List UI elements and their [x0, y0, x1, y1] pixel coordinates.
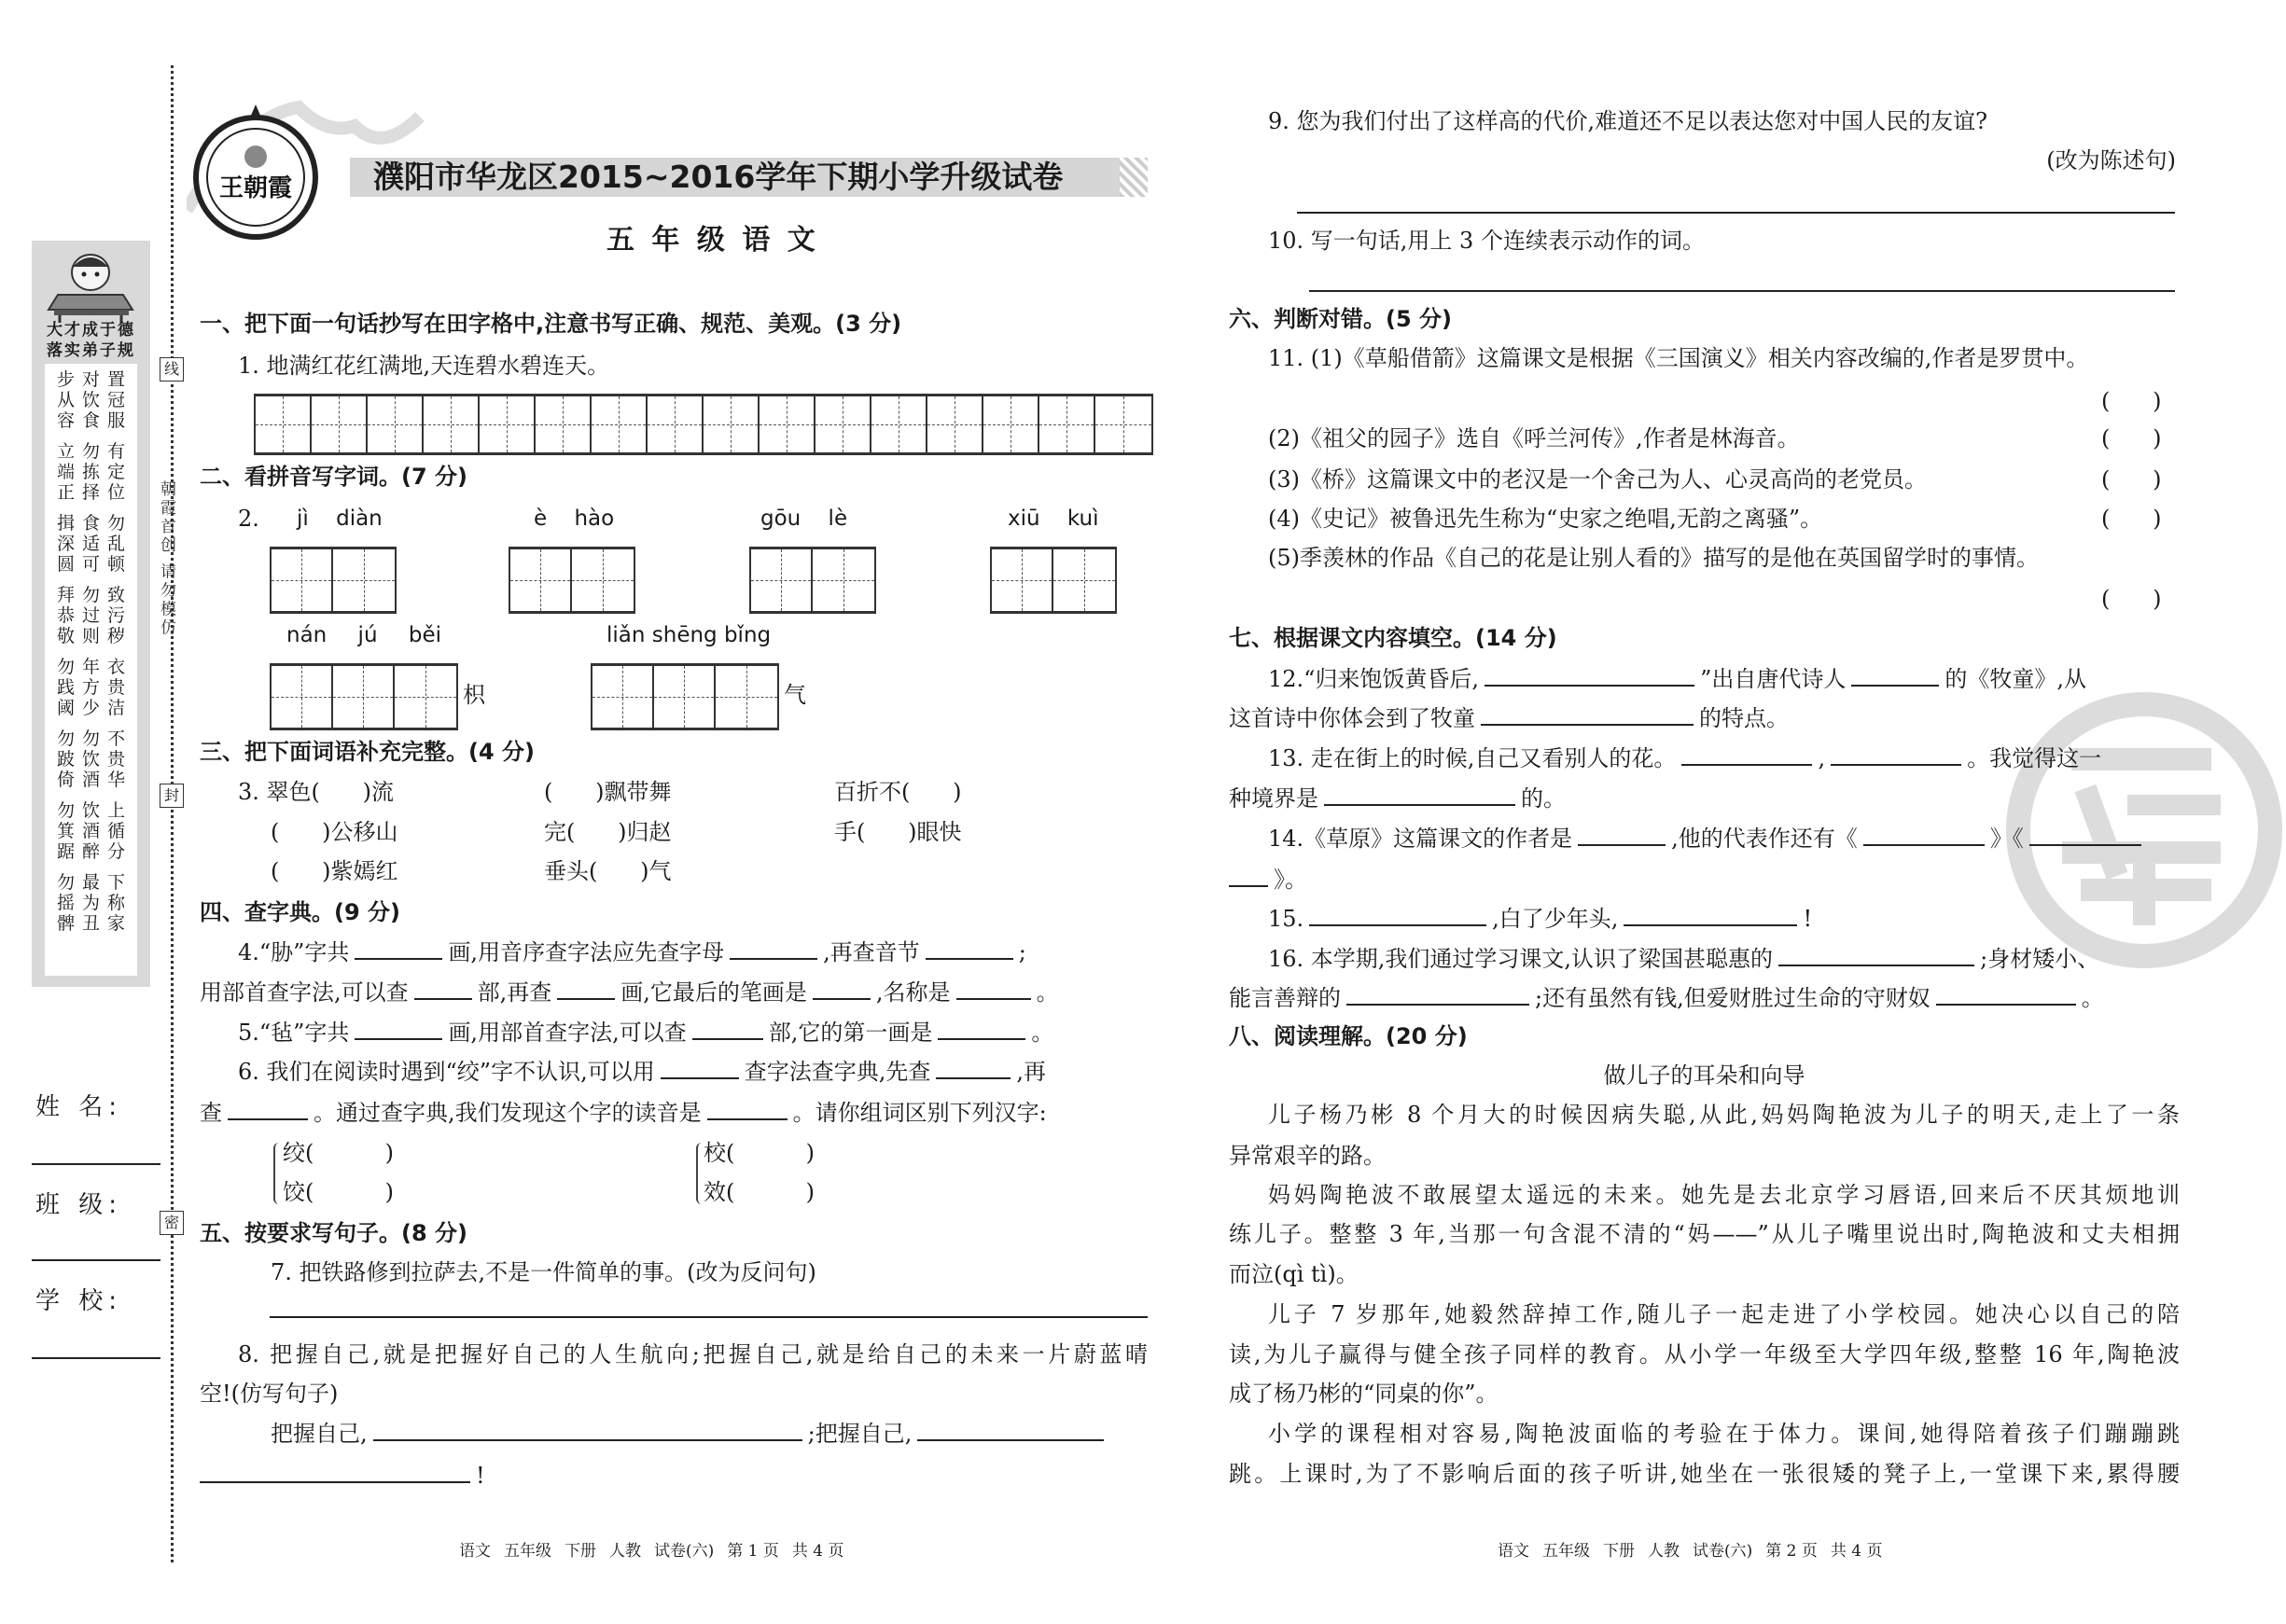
publisher-logo — [190, 103, 321, 243]
verse-row: 步对置 — [56, 369, 132, 390]
verse-row: 圆可顿 — [56, 554, 132, 575]
answer-blank[interactable] — [1346, 983, 1529, 1006]
answer-blank[interactable] — [1851, 664, 1939, 687]
judgement-answer[interactable]: ( ) — [2101, 388, 2162, 414]
q6-text: ,再 — [1016, 1059, 1046, 1085]
verse-row: 阈少洁 — [56, 698, 132, 718]
tian-cell[interactable] — [480, 396, 536, 452]
name-label: 姓 名: — [35, 1093, 123, 1121]
answer-grid-4[interactable] — [990, 547, 1117, 614]
q6-text: 。通过查字典,我们发现这个字的读音是 — [314, 1100, 702, 1126]
passage-line: 妈妈陶艳波不敢展望太遥远的未来。她先是去北京学习唇语,回来后不厌其烦地训 — [1268, 1182, 2180, 1208]
question-8-line-2: 空!(仿写句子) — [200, 1381, 339, 1407]
verse-row: 正择位 — [56, 482, 132, 503]
answer-blank[interactable] — [228, 1098, 308, 1120]
answer-blank[interactable] — [1681, 743, 1812, 766]
tian-cell[interactable] — [813, 549, 874, 611]
q4-text: 。 — [1036, 979, 1059, 1006]
q15-text: ,白了少年头, — [1492, 906, 1619, 932]
exam-subtitle: 五 年 级 语 文 — [606, 224, 819, 257]
tian-cell[interactable] — [927, 396, 983, 452]
passage-line: 成了杨乃彬的“同桌的你”。 — [1229, 1381, 1498, 1407]
q5-text: 画,用部首查字法,可以查 — [448, 1020, 687, 1046]
seal-line-mark: 线 — [160, 357, 184, 382]
footer-page-total: 共 4 页 — [791, 1542, 844, 1561]
question-9: 9. 您为我们付出了这样高的代价,难道还不足以表达您对中国人民的友谊? — [1268, 108, 1988, 134]
verse-group — [45, 369, 137, 431]
tian-cell[interactable] — [592, 666, 654, 728]
q12-text: 的《牧童》,从 — [1944, 666, 2086, 692]
answer-blank[interactable] — [926, 937, 1013, 960]
answer-blank[interactable] — [936, 1057, 1011, 1079]
q5-text: 5.“毡”字共 — [238, 1020, 350, 1046]
question-13-line-2 — [1229, 784, 1566, 812]
tian-cell[interactable] — [704, 396, 760, 452]
motto-1: 大才成于德 — [47, 321, 135, 340]
question-5 — [238, 1018, 1053, 1047]
q5-text: 部,它的第一画是 — [768, 1020, 933, 1046]
judgement-item: 11. (1)《草船借箭》这篇课文是根据《三国演义》相关内容改编的,作者是罗贯中。 — [1268, 345, 2089, 371]
tian-cell[interactable] — [760, 396, 815, 452]
answer-blank[interactable] — [557, 978, 615, 1000]
verse-row: 勿饮上 — [56, 800, 132, 821]
passage-line: 儿子 7 岁那年,她毅然辞掉工作,随儿子一起走进了小学校园。她决心以自己的陪 — [1268, 1301, 2180, 1327]
q14-text: 14.《草原》这篇课文的作者是 — [1268, 826, 1573, 852]
verse-group — [45, 729, 137, 790]
q8-text: ! — [476, 1463, 485, 1489]
answer-blank[interactable] — [730, 937, 817, 960]
footer-page-1 — [453, 1537, 851, 1561]
answer-blank[interactable] — [1778, 944, 1974, 966]
tian-cell[interactable] — [368, 396, 424, 452]
tian-cell[interactable] — [424, 396, 480, 452]
q13-text: , — [1818, 745, 1826, 771]
footer-volume: 下册 — [565, 1542, 596, 1561]
verse-row: 踞醉分 — [56, 841, 132, 862]
school-field[interactable] — [32, 1357, 160, 1359]
idiom-item[interactable]: ( )紫嫣红 — [271, 858, 398, 884]
q12-text: 的特点。 — [1699, 705, 1789, 731]
answer-blank[interactable] — [1936, 983, 2076, 1006]
verse-group — [45, 657, 137, 718]
question-16-line-2 — [1229, 983, 2104, 1012]
answer-blank[interactable] — [917, 1419, 1104, 1441]
exam-title: 濮阳市华龙区2015~2016学年下期小学升级试卷 — [373, 159, 1064, 195]
footer-edition: 人教 — [609, 1542, 641, 1561]
footer-volume: 下册 — [1603, 1542, 1635, 1561]
student-reading-icon — [32, 246, 150, 323]
tian-cell[interactable] — [510, 549, 572, 611]
question-13-line-1 — [1268, 743, 2101, 772]
judgement-answer[interactable]: ( ) — [2101, 586, 2162, 612]
question-12-line-1 — [1268, 664, 2086, 693]
answer-blank[interactable] — [956, 978, 1031, 1000]
q16-text: 。 — [2081, 985, 2104, 1011]
verse-row: 从饮冠 — [56, 390, 132, 410]
tian-cell[interactable] — [1095, 396, 1151, 452]
answer-grid-3[interactable] — [749, 547, 876, 614]
answer-blank[interactable] — [1578, 824, 1666, 846]
verse-row: 摇为称 — [56, 893, 132, 913]
answer-grid-1[interactable] — [270, 547, 397, 614]
judgement-answer[interactable]: ( ) — [2101, 425, 2162, 451]
verse-group — [45, 441, 137, 503]
answer-grid-2[interactable] — [509, 547, 635, 614]
q4-text: ,名称是 — [875, 979, 951, 1006]
answer-line-9[interactable] — [1297, 212, 2175, 214]
section-1-heading: 一、把下面一句话抄写在田字格中,注意书写正确、规范、美观。(3 分) — [200, 311, 902, 337]
answer-blank[interactable] — [2029, 824, 2141, 846]
word-pair-item[interactable]: 绞( ) — [283, 1140, 395, 1166]
section-5-heading: 五、按要求写句子。(8 分) — [200, 1220, 467, 1246]
tian-cell[interactable] — [592, 396, 648, 452]
answer-blank[interactable] — [661, 1057, 739, 1079]
judgement-item: (2)《祖父的园子》选自《呼兰河传》,作者是林海音。 — [1268, 425, 1800, 451]
answer-line-10[interactable] — [1309, 290, 2175, 292]
verse-row: 勿年衣 — [56, 657, 132, 677]
idiom-item[interactable]: 完( )归赵 — [544, 819, 672, 845]
seal-secret-mark: 密 — [160, 1211, 184, 1235]
logo-text: 王朝霞 — [218, 174, 293, 202]
question-12-line-2 — [1229, 703, 1789, 732]
class-field[interactable] — [32, 1259, 160, 1261]
answer-blank[interactable] — [1229, 865, 1268, 887]
footer-grade: 五年级 — [504, 1542, 551, 1561]
pinyin-1: jì diàn — [297, 507, 383, 531]
pinyin-5: nán jú běi — [286, 623, 441, 647]
answer-blank[interactable] — [1863, 824, 1985, 846]
verse-group — [45, 872, 137, 934]
q8-text: ;把握自己, — [807, 1421, 913, 1447]
tian-cell[interactable] — [272, 549, 333, 611]
tian-cell[interactable] — [648, 396, 704, 452]
q4-text: 4.“胁”字共 — [238, 939, 350, 965]
question-8-line-3 — [271, 1419, 1109, 1448]
footer-page-total: 共 4 页 — [1830, 1542, 1883, 1561]
seal-seal-mark: 封 — [160, 784, 184, 808]
passage-line: 儿子杨乃彬 8 个月大的时候因病失聪,从此,妈妈陶艳波为儿子的明天,走上了一条 — [1268, 1102, 2180, 1128]
judgement-answer[interactable]: ( ) — [2101, 466, 2162, 493]
tian-cell[interactable] — [395, 666, 456, 728]
answer-blank[interactable] — [355, 937, 442, 960]
q12-text: 12.“归来饱饭黄昏后, — [1268, 666, 1480, 692]
q13-text: 种境界是 — [1229, 785, 1318, 812]
verse-row: 箕酒循 — [56, 821, 132, 841]
copyright-note: 朝霞首创 请勿模仿 — [157, 480, 175, 638]
tian-cell[interactable] — [272, 666, 333, 728]
passage-line: 练儿子。整整 3 年,当那一句含混不清的“妈——”从儿子嘴里说出时,陶艳波和丈夫相拥 — [1229, 1221, 2180, 1247]
tian-cell[interactable] — [256, 396, 312, 452]
tian-cell[interactable] — [1039, 396, 1095, 452]
verse-row: 敬则秽 — [56, 626, 132, 646]
q12-text: 这首诗中你体会到了牧童 — [1229, 705, 1475, 731]
answer-grid-5[interactable] — [270, 663, 458, 730]
binding-dotted-line — [171, 65, 174, 1562]
answer-blank[interactable] — [1485, 664, 1694, 687]
question-15 — [1268, 904, 1812, 933]
judgement-item: (5)季羡林的作品《自己的花是让别人看的》描写的是他在英国留学时的事情。 — [1268, 545, 2039, 571]
tian-cell[interactable] — [716, 666, 777, 728]
word-pair-item[interactable]: 效( ) — [704, 1179, 815, 1205]
grid-6-suffix: 气 — [784, 682, 806, 708]
question-14-line-1 — [1268, 824, 2147, 853]
footer-paper: 试卷(六) — [1693, 1542, 1753, 1561]
passage-title: 做儿子的耳朵和向导 — [1603, 1062, 1805, 1089]
tian-cell[interactable] — [1053, 549, 1115, 611]
answer-blank[interactable] — [414, 978, 472, 1000]
tian-cell[interactable] — [572, 549, 634, 611]
q6-text: 。请你组词区别下列汉字: — [792, 1100, 1047, 1126]
tian-cell[interactable] — [536, 396, 592, 452]
q16-text: 能言善辩的 — [1229, 985, 1341, 1011]
answer-blank[interactable] — [692, 1018, 763, 1040]
q4-text: 部,再查 — [477, 979, 552, 1006]
answer-blank[interactable] — [813, 978, 871, 1000]
q15-text: ! — [1803, 906, 1813, 932]
section-6-heading: 六、判断对错。(5 分) — [1229, 306, 1452, 332]
passage-line: 跳。上课时,为了不影响后面的孩子听讲,她坐在一张很矮的凳子上,一堂课下来,累得腰 — [1229, 1461, 2180, 1487]
answer-grid-6[interactable] — [591, 663, 779, 730]
pinyin-4: xiū kuì — [1008, 507, 1099, 531]
q12-text: ”出自唐代诗人 — [1700, 666, 1847, 692]
grid-5-suffix: 枳 — [463, 682, 485, 708]
verse-row: 拜勿致 — [56, 585, 132, 605]
q5-text: 。 — [1031, 1020, 1054, 1046]
name-field[interactable] — [32, 1163, 160, 1165]
question-8-line-1: 8. 把握自己,就是把握好自己的人生航向;把握自己,就是给自己的未来一片蔚蓝晴 — [238, 1341, 1148, 1367]
verse-row: 践方贵 — [56, 677, 132, 698]
school-label: 学 校: — [35, 1287, 123, 1315]
word-pair-item[interactable]: 校( ) — [704, 1140, 815, 1166]
verse-row: 揖食勿 — [56, 513, 132, 534]
answer-blank[interactable] — [1309, 904, 1486, 926]
verse-row: 勿最下 — [56, 872, 132, 893]
idiom-item[interactable]: ( )飘带舞 — [544, 779, 672, 805]
dizigui-sidebar — [32, 241, 150, 987]
question-10: 10. 写一句话,用上 3 个连续表示动作的词。 — [1268, 228, 1705, 254]
tian-cell[interactable] — [654, 666, 716, 728]
answer-blank[interactable] — [1831, 743, 1961, 766]
q14-text: 》。 — [1274, 867, 1307, 893]
passage-line: 而泣(qì tì)。 — [1229, 1261, 1359, 1287]
tian-cell[interactable] — [333, 666, 395, 728]
answer-blank[interactable] — [707, 1098, 788, 1120]
footer-subject: 语文 — [459, 1542, 491, 1561]
q14-text: 》《 — [1989, 826, 2024, 852]
judgement-item: (4)《史记》被鲁迅先生称为“史家之绝唱,无韵之离骚”。 — [1268, 506, 1823, 532]
q4-text: 用部首查字法,可以查 — [200, 979, 409, 1006]
q6-text: 查字法查字典,先查 — [744, 1059, 931, 1085]
passage-line: 异常艰辛的路。 — [1229, 1143, 1386, 1169]
footer-page-2 — [1491, 1537, 1889, 1561]
idiom-item[interactable]: ( )公移山 — [271, 819, 398, 845]
judgement-item: (3)《桥》这篇课文中的老汉是一个舍己为人、心灵高尚的老党员。 — [1268, 466, 1927, 493]
question-4-line-2 — [200, 978, 1059, 1006]
footer-page-number: 第 1 页 — [727, 1542, 779, 1561]
idiom-item[interactable]: 垂头( )气 — [544, 858, 672, 884]
section-4-heading: 四、查字典。(9 分) — [200, 899, 400, 925]
question-16-line-1 — [1268, 944, 2099, 973]
verse-group — [45, 513, 137, 575]
question-7: 7. 把铁路修到拉萨去,不是一件简单的事。(改为反问句) — [271, 1259, 816, 1285]
motto-2: 落实弟子规 — [47, 341, 135, 360]
passage-line: 小学的课程相对容易,陶艳波面临的考验在于体力。课间,她得陪着孩子们蹦蹦跳 — [1268, 1421, 2180, 1447]
question-6-line-2 — [200, 1098, 1047, 1127]
q4-text: 画,它最后的笔画是 — [620, 979, 807, 1006]
answer-blank[interactable] — [373, 1419, 802, 1441]
q13-text: 13. 走在街上的时候,自己又看别人的花。 — [1268, 745, 1677, 771]
verse-group — [45, 800, 137, 862]
tian-cell[interactable] — [312, 396, 368, 452]
section-3-heading: 三、把下面词语补充完整。(4 分) — [200, 739, 535, 765]
word-pair-item[interactable]: 饺( ) — [283, 1179, 395, 1205]
answer-blank[interactable] — [1624, 904, 1797, 926]
judgement-answer[interactable]: ( ) — [2101, 506, 2162, 532]
footer-subject: 语文 — [1498, 1542, 1529, 1561]
q6-text: 6. 我们在阅读时遇到“绞”字不认识,可以用 — [238, 1059, 655, 1085]
q8-text: 把握自己, — [271, 1421, 368, 1447]
question-4-line-1 — [238, 937, 1026, 966]
dizigui-verses — [45, 364, 137, 976]
q4-text: ,再查音节 — [823, 939, 920, 965]
tian-cell[interactable] — [751, 549, 813, 611]
q4-text: ; — [1018, 939, 1026, 965]
q6-text: 查 — [200, 1100, 222, 1126]
pinyin-2: è hào — [534, 507, 615, 531]
idiom-item[interactable]: 手( )眼快 — [834, 819, 962, 845]
brace-right — [696, 1143, 704, 1204]
q16-text: ;还有虽然有钱,但爱财胜过生命的守财奴 — [1535, 985, 1931, 1011]
tian-cell[interactable] — [333, 549, 395, 611]
section-8-heading: 八、阅读理解。(20 分) — [1229, 1023, 1468, 1049]
verse-group — [45, 585, 137, 646]
q14-text: ,他的代表作还有《 — [1671, 826, 1858, 852]
tian-cell[interactable] — [815, 396, 871, 452]
answer-blank[interactable] — [200, 1461, 470, 1483]
verse-row: 勿勿不 — [56, 729, 132, 749]
copy-grid[interactable] — [254, 394, 1153, 455]
verse-row: 端拣定 — [56, 462, 132, 482]
title-bar-pattern — [1120, 158, 1148, 197]
question-9-note: (改为陈述句) — [2046, 147, 2176, 174]
verse-row: 立勿有 — [56, 441, 132, 462]
q4-text: 画,用音序查字法应先查字母 — [448, 939, 725, 965]
tian-cell[interactable] — [871, 396, 927, 452]
passage-line: 读,为儿子赢得与健全孩子同样的教育。从小学一年级至大学四年级,整整 16 年,陶艳波 — [1229, 1341, 2180, 1367]
tian-cell[interactable] — [983, 396, 1039, 452]
footer-edition: 人教 — [1648, 1542, 1680, 1561]
question-14-line-2 — [1223, 865, 1307, 894]
answer-blank[interactable] — [938, 1018, 1025, 1040]
answer-blank[interactable] — [355, 1018, 442, 1040]
footer-paper: 试卷(六) — [654, 1542, 715, 1561]
idiom-item[interactable]: 百折不( ) — [834, 779, 962, 805]
verse-row: 倚酒华 — [56, 770, 132, 790]
footer-grade: 五年级 — [1542, 1542, 1590, 1561]
question-2-number: 2. — [238, 506, 259, 532]
verse-row: 容食服 — [56, 410, 132, 431]
q15-text: 15. — [1268, 906, 1304, 932]
answer-blank[interactable] — [1481, 703, 1694, 726]
footer-page-number: 第 2 页 — [1765, 1542, 1818, 1561]
brace-left — [273, 1143, 281, 1204]
q13-text: 的。 — [1521, 785, 1566, 812]
verse-row: 恭过污 — [56, 605, 132, 626]
section-2-heading: 二、看拼音写字词。(7 分) — [200, 464, 467, 490]
class-label: 班 级: — [35, 1191, 123, 1219]
question-8-line-4 — [194, 1461, 485, 1490]
question-6-line-1 — [238, 1057, 1046, 1086]
verse-row: 深适乱 — [56, 534, 132, 554]
q13-text: 。我觉得这一 — [1967, 745, 2102, 771]
verse-row: 跛饮贵 — [56, 749, 132, 770]
pinyin-6: liǎn shēng bǐng — [606, 623, 772, 647]
idiom-item[interactable]: 3. 翠色( )流 — [238, 779, 395, 805]
answer-line-7[interactable] — [270, 1316, 1148, 1318]
q16-text: ;身材矮小、 — [1980, 946, 2100, 972]
pinyin-3: gōu lè — [760, 507, 848, 531]
question-1: 1. 地满红花红满地,天连碧水碧连天。 — [238, 353, 610, 379]
q16-text: 16. 本学期,我们通过学习课文,认识了梁国甚聪惠的 — [1268, 946, 1774, 972]
tian-cell[interactable] — [992, 549, 1053, 611]
answer-blank[interactable] — [1324, 784, 1515, 806]
section-7-heading: 七、根据课文内容填空。(14 分) — [1229, 625, 1557, 651]
verse-row: 髀丑家 — [56, 913, 132, 934]
